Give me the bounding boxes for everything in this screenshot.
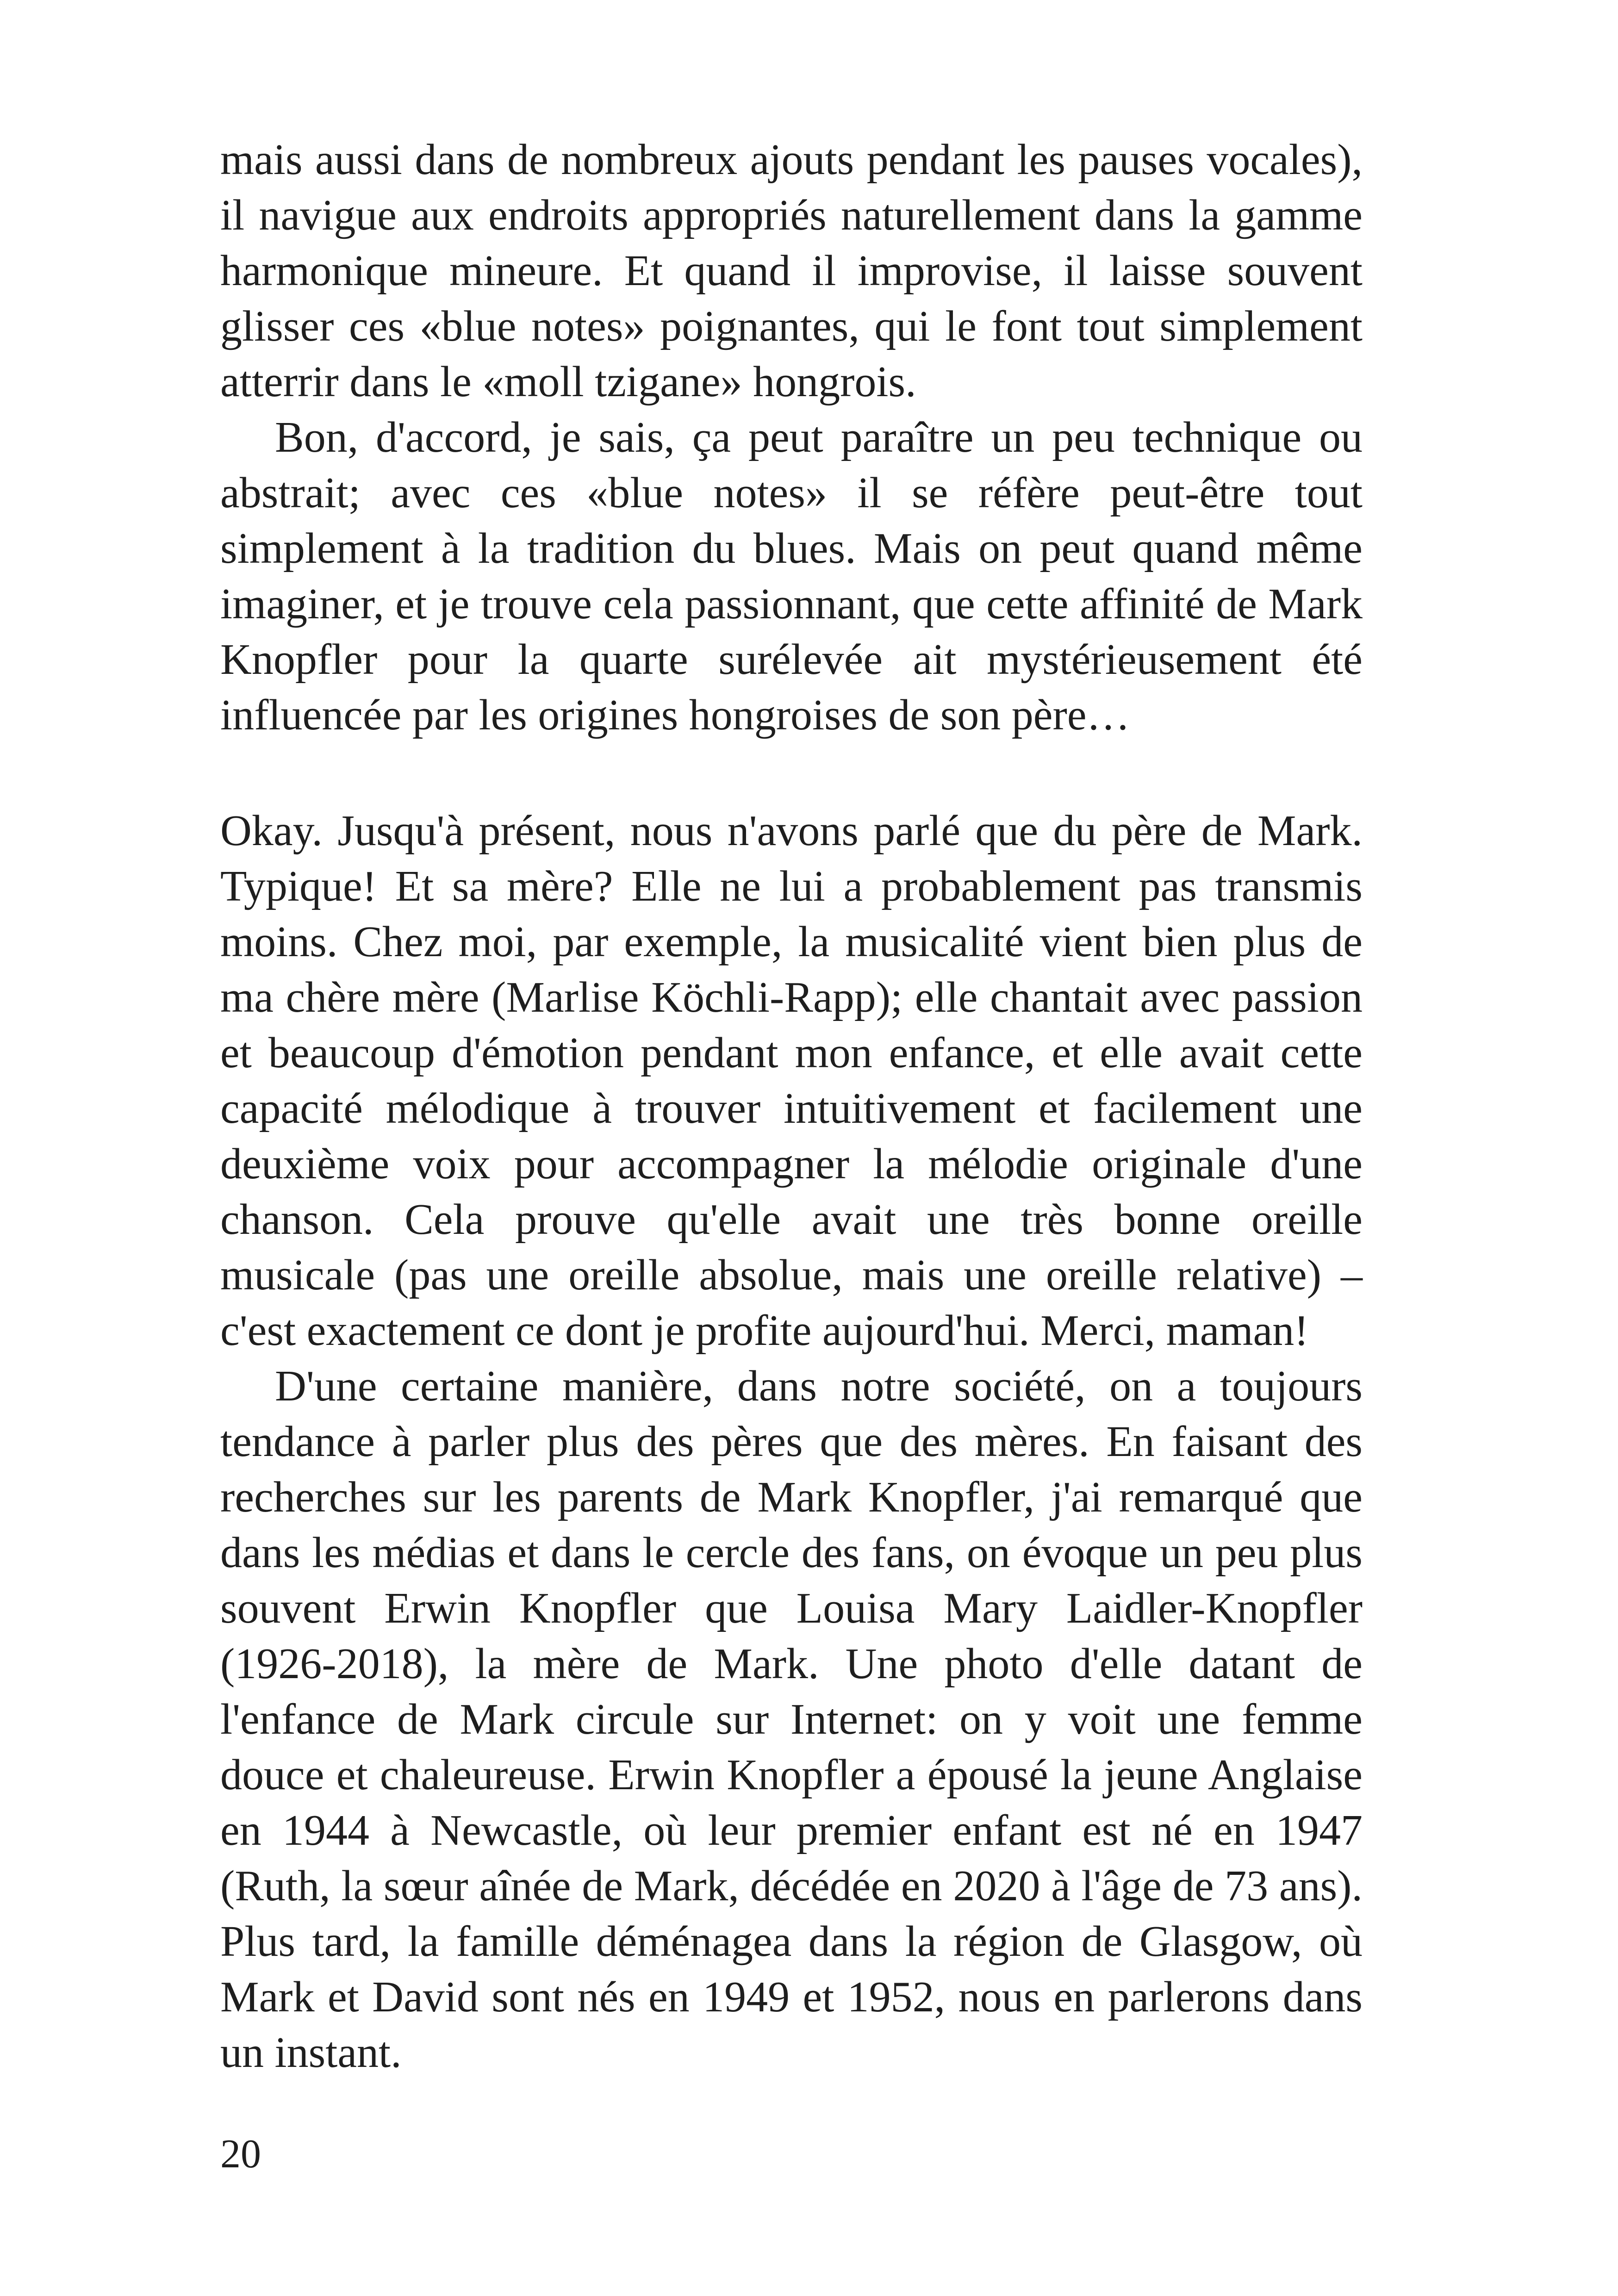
body-paragraph: Okay. Jusqu'à présent, nous n'avons parlé que du père de Mark. Typique! Et sa mère? Elle ne lui a probablement pas transmis moins. Chez moi, par exemple, la musicalité vient bien plus de ma chère mère (Marlise Köchli-Rapp); elle chantait avec passion et beaucoup d'émotion pendant mon enfance, et elle avait cette capacité mélodique à trouver intuitivement et facilement une deuxième voix pour accompagner la mélodie originale d'une chanson. Cela prouve qu'elle avait une très bonne oreille musicale (pas une oreille absolue, mais une oreille relative) – c'est exactement ce dont je profite aujourd'hui. Merci, maman! [220,807,1363,1355]
page-number: 20 [220,2132,261,2177]
body-paragraph: mais aussi dans de nombreux ajouts pendant les pauses vocales), il navigue aux endroits appropriés naturellement dans la gamme harmonique mineure. Et quand il improvise, il laisse souvent glisser ces «blue notes» poignantes, qui le font tout simplement atterrir dans le «moll tzigane» hongrois. [220,136,1363,406]
body-paragraph: D'une certaine manière, dans notre société, on a toujours tendance à parler plus des pères que des mères. En faisant des recherches sur les parents de Mark Knopfler, j'ai remarqué que dans les médias et dans le cercle des fans, on évoque un peu plus souvent Erwin Knopfler que Louisa Mary Laidler-Knopfler (1926-2018), la mère de Mark. Une photo d'elle datant de l'enfance de Mark circule sur Internet: on y voit une femme douce et chaleureuse. Erwin Knopfler a épousé la jeune Anglaise en 1944 à Newcastle, où leur premier enfant est né en 1947 (Ruth, la sœur aînée de Mark, décédée en 2020 à l'âge de 73 ans). Plus tard, la famille déménagea dans la région de Glasgow, où Mark et David sont nés en 1949 et 1952, nous en parlerons dans un instant. [220,1362,1363,2077]
page-body [220,132,1363,2080]
body-paragraph: Bon, d'accord, je sais, ça peut paraître un peu technique ou abstrait; avec ces «blue notes» il se réfère peut-être tout simplement à la tradition du blues. Mais on peut quand même imaginer, et je trouve cela passionnant, que cette affinité de Mark Knopfler pour la quarte surélevée ait mystérieusement été influencée par les origines hongroises de son père… [220,413,1363,739]
section-break [220,743,1363,803]
